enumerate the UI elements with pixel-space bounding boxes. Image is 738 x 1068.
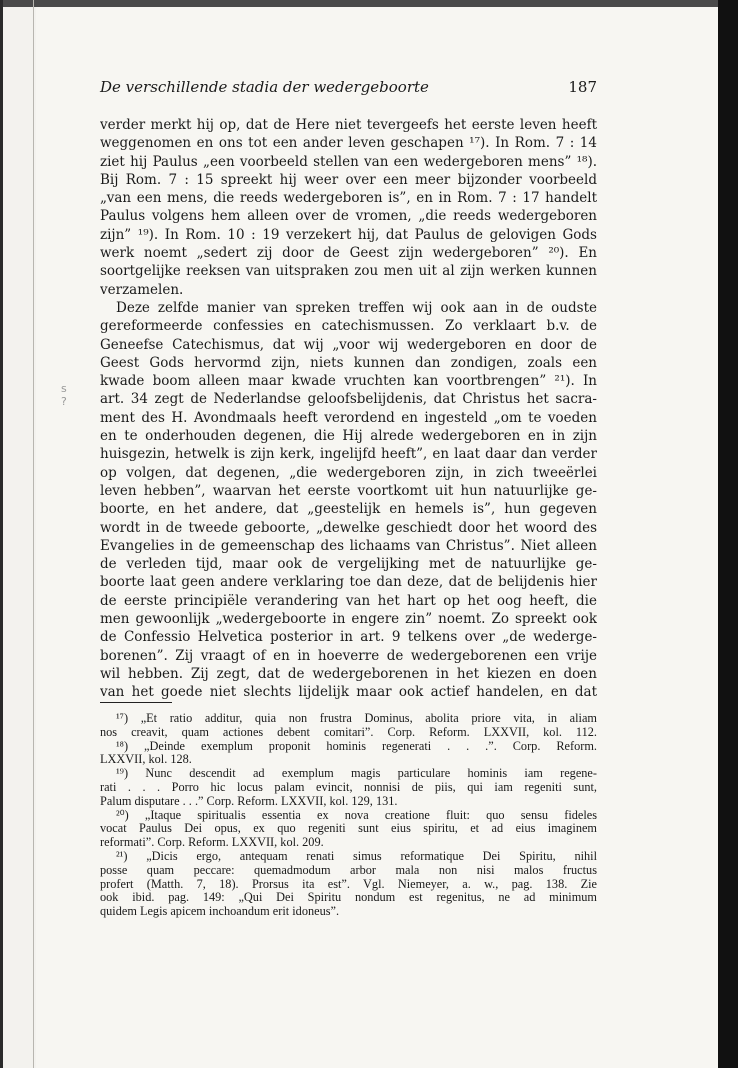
footnote-line: ¹⁸) „Deinde exemplum proponit hominis regenerati . . .”. Corp. Reform.	[116, 739, 597, 753]
body-line: boorte laat geen andere verklaring toe dan deze, dat de belijdenis hier	[100, 574, 597, 591]
footnote-line: posse quam peccare: quemadmodum arbor mala non nisi malos fructus	[100, 863, 597, 877]
page-number: 187	[568, 78, 597, 96]
body-line: leven hebben”, waarvan het eerste voortkomt uit hun natuurlijke ge-	[100, 482, 597, 499]
page-header	[100, 78, 597, 102]
body-line: gereformeerde confessies en catechismussen. Zo verklaart b.v. de	[100, 318, 597, 335]
footnote-line: LXXVII, kol. 128.	[100, 753, 192, 767]
footnote-line: profert (Matth. 7, 18). Prorsus ita est”. Vgl. Niemeyer, a. w., pag. 138. Zie	[100, 877, 597, 891]
body-line: Geest Gods hervormd zijn, niets kunnen dan zondigen, zoals een	[100, 354, 597, 371]
body-line: borenen”. Zij vraagt of en in hoeverre de wedergeborenen een vrije	[100, 647, 597, 664]
footnote-line: Palum disputare . . .” Corp. Reform. LXXVII, kol. 129, 131.	[100, 794, 398, 808]
body-line: de eerste principiële verandering van het hart op het oog heeft, die	[100, 592, 597, 609]
margin-pencil-mark: s ?	[61, 382, 70, 408]
body-line: verzamelen.	[100, 281, 184, 298]
body-line: huisgezin, hetwelk is zijn kerk, ingelijfd heeft”, en laat daar dan verder	[100, 446, 597, 463]
footnote-divider	[100, 702, 172, 703]
body-line: Geneefse Catechismus, dat wij „voor wij wedergeboren en door de	[100, 336, 597, 353]
footnote-line: quidem Legis apicem inchoandum erit idoneus”.	[100, 905, 340, 919]
footnote-line: ¹⁷) „Et ratio additur, quia non frustra Dominus, abolita priore vita, in aliam	[116, 712, 597, 725]
scan-left-edge	[0, 0, 3, 1068]
footnote-line: ²¹) „Dicis ergo, antequam renati simus reformatique Dei Spiritu, nihil	[116, 849, 597, 863]
footnote-line: vocat Paulus Dei opus, ex quo regeniti sunt eius spiritu, et ad eius imaginem	[100, 822, 597, 836]
body-line: de verleden tijd, maar ook de vergelijking met de natuurlijke ge-	[100, 556, 597, 573]
body-line: zijn” ¹⁹). In Rom. 10 : 19 verzekert hij, dat Paulus de gelovigen Gods	[100, 226, 597, 243]
body-line: Deze zelfde manier van spreken treffen wij ook aan in de oudste	[116, 299, 597, 316]
body-line: op volgen, dat degenen, „die wedergeboren zijn, in zich tweeërlei	[100, 464, 597, 481]
body-text	[100, 116, 597, 702]
body-line: Evangelies in de gemeenschap des lichaams van Christus”. Niet alleen	[100, 537, 597, 554]
body-line: ziet hij Paulus „een voorbeeld stellen van een wedergeboren mens” ¹⁸).	[100, 153, 597, 170]
body-line: ment des H. Avondmaals heeft verordend en ingesteld „om te voeden	[100, 409, 597, 426]
body-line: soortgelijke reeksen van uitspraken zou men uit al zijn werken kunnen	[100, 263, 597, 280]
footnotes	[100, 712, 597, 919]
body-line: wordt in de tweede geboorte, „dewelke geschiedt door het woord des	[100, 519, 597, 536]
body-line: de Confessio Helvetica posterior in art. 9 telkens over „de wederge-	[100, 629, 597, 646]
footnote-line: ²⁰) „Itaque spiritualis essentia ex nova creatione fluit: quo sensu fideles	[116, 808, 597, 822]
body-line: boorte, en het andere, dat „geestelijk en hemels is”, hun gegeven	[100, 501, 597, 518]
body-line: wil hebben. Zij zegt, dat de wedergeborenen in het kiezen en doen	[100, 665, 597, 682]
body-line: men gewoonlijk „wedergeboorte in engere zin” noemt. Zo spreekt ook	[100, 611, 597, 628]
body-line: van het goede niet slechts lijdelijk maar ook actief handelen, en dat	[100, 684, 597, 701]
body-line: weggenomen en ons tot een ander leven geschapen ¹⁷). In Rom. 7 : 14	[100, 135, 597, 152]
body-line: en te onderhouden degenen, die Hij alrede wedergeboren en in zijn	[100, 428, 597, 445]
running-title: De verschillende stadia der wedergeboorte	[100, 78, 429, 96]
body-line: Bij Rom. 7 : 15 spreekt hij weer over een meer bijzonder voorbeeld	[100, 171, 597, 188]
body-line: „van een mens, die reeds wedergeboren is”, en in Rom. 7 : 17 handelt	[100, 190, 597, 207]
footnote-line: ook ibid. pag. 149: „Qui Dei Spiritu nondum est regenitus, ne ad minimum	[100, 891, 597, 905]
body-line: werk noemt „sedert zij door de Geest zijn wedergeboren” ²⁰). En	[100, 245, 597, 262]
footnote-line: rati . . . Porro hic locus palam evincit, nonnisi de piis, qui iam regeniti sunt,	[100, 780, 597, 794]
footnote-line: ¹⁹) Nunc descendit ad exemplum magis particulare hominis iam regene-	[116, 767, 597, 781]
scan-right-edge	[718, 0, 738, 1068]
gutter-rule	[33, 0, 34, 1068]
body-line: art. 34 zegt de Nederlandse geloofsbelijdenis, dat Christus het sacra-	[100, 391, 597, 408]
body-line: Paulus volgens hem alleen over de vromen, „die reeds wedergeboren	[100, 208, 597, 225]
body-line: verder merkt hij op, dat de Here niet tevergeefs het eerste leven heeft	[100, 117, 597, 133]
scan-top-edge	[0, 0, 738, 7]
footnote-line: nos creavit, quam actiones debent comitari”. Corp. Reform. LXXVII, kol. 112.	[100, 725, 597, 739]
body-line: kwade boom alleen maar kwade vruchten kan voortbrengen” ²¹). In	[100, 373, 597, 390]
footnote-line: reformati”. Corp. Reform. LXXVII, kol. 209.	[100, 836, 324, 850]
